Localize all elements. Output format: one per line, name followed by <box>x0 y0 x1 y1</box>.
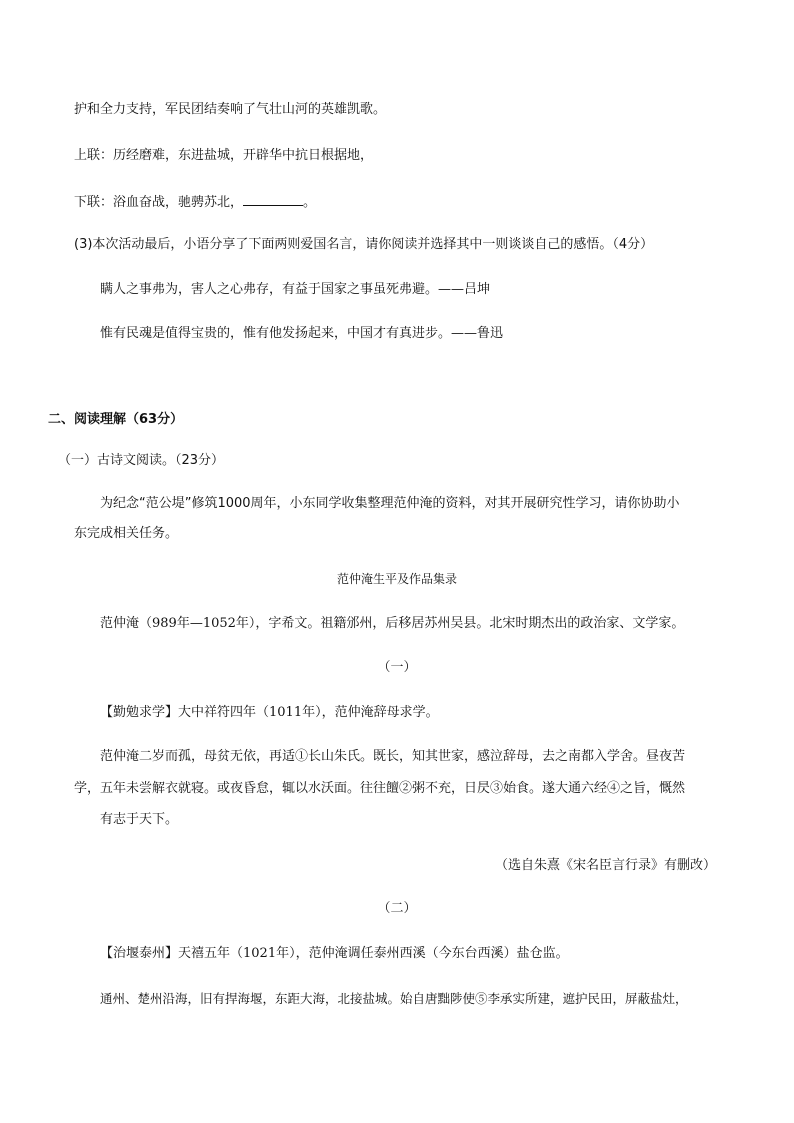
part-2-title: 【治堰泰州】天禧五年（1021年），范仲淹调任泰州西溪（今东台西溪）盐仓监。 <box>100 946 569 961</box>
couplet-upper: 上联：历经磨难，东进盐城，开辟华中抗日根据地， <box>74 148 374 163</box>
part-1-text-line-3: 有志于天下。 <box>100 812 179 827</box>
continuation-paragraph: 护和全力支持，军民团结奏响了气壮山河的英雄凯歌。 <box>74 102 387 117</box>
part-1-text-line-1: 范仲淹二岁而孤，母贫无依，再适①长山朱氏。既长，知其世家，感泣辞母，去之南都入学舍。昼夜苦 <box>100 749 686 764</box>
quote-1-text: 瞒人之事弗为，害人之心弗存，有益于国家之事虽死弗避。 <box>100 282 439 297</box>
part-1-title: 【勤勉求学】大中祥符四年（1011年），范仲淹辞母求学。 <box>100 705 439 720</box>
part-1-text-line-2: 学，五年未尝解衣就寝。或夜昏怠，辄以水沃面。往往饘②粥不充，日昃③始食。遂大通六经④之旨，慨然 <box>74 781 686 796</box>
collection-title: 范仲淹生平及作品集录 <box>336 572 457 586</box>
part-1-source: （选自朱熹《宋名臣言行录》有删改） <box>494 858 716 873</box>
intro-line-1: 为纪念“范公堤”修筑1000周年，小东同学收集整理范仲淹的资料，对其开展研究性学习，请你协助小 <box>100 496 680 511</box>
quote-2 <box>100 325 503 343</box>
part-2-text-line-1: 通州、楚州沿海，旧有捍海堰，东距大海，北接盐城。始自唐黜陟使⑤李承实所建，遮护民田，屏蔽盐灶， <box>100 991 688 1006</box>
couplet-lower <box>74 191 316 212</box>
couplet-lower-text: 下联：浴血奋战，驰骋苏北， <box>74 195 244 210</box>
subsection-1-title: （一）古诗文阅读。（23分） <box>58 453 225 468</box>
quote-1-author: ——吕坤 <box>438 282 491 297</box>
bio-line: 范仲淹（989年—1052年），字希文。祖籍邠州，后移居苏州吴县。北宋时期杰出的政治家、文学家。 <box>100 616 685 631</box>
question-3: (3)本次活动最后，小语分享了下面两则爱国名言，请你阅读并选择其中一则谈谈自己的感悟。（4分） <box>74 237 654 252</box>
section-2-title: 二、阅读理解（63分） <box>48 412 184 427</box>
couplet-lower-end: 。 <box>303 195 317 210</box>
intro-line-2: 东完成相关任务。 <box>74 526 179 541</box>
quote-1 <box>100 281 490 299</box>
answer-blank <box>243 191 303 206</box>
quote-2-author: ——鲁迅 <box>451 326 504 341</box>
part-2-heading: （二） <box>377 901 417 916</box>
quote-2-text: 惟有民魂是值得宝贵的，惟有他发扬起来，中国才有真进步。 <box>100 326 452 341</box>
part-1-heading: （一） <box>377 660 417 675</box>
